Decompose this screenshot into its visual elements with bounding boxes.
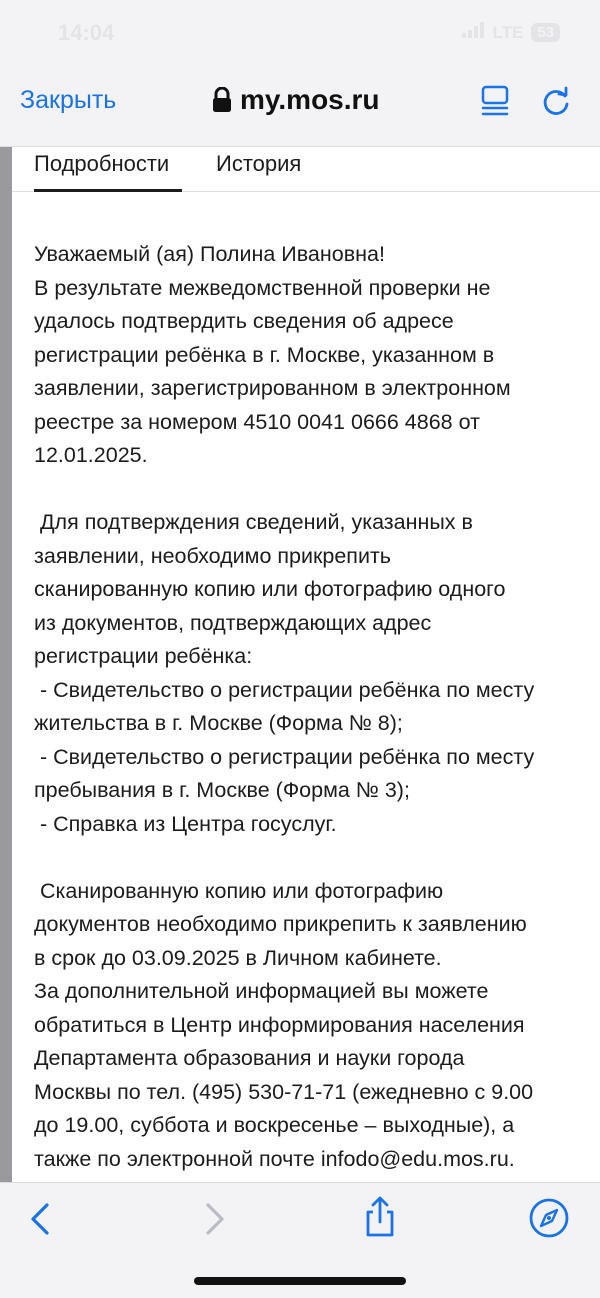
message-line: регистрации ребёнка: bbox=[34, 644, 253, 668]
compass-icon[interactable] bbox=[528, 1197, 568, 1237]
message-line: Сканированную копию или фотографию bbox=[34, 878, 444, 903]
message-line: Уважаемый (ая) Полина Ивановна! bbox=[34, 242, 385, 266]
message-line: жительства в г. Москве (Форма № 8); bbox=[34, 711, 403, 735]
address-bar[interactable] bbox=[212, 84, 380, 116]
tab-history[interactable]: История bbox=[216, 151, 302, 176]
tab-details[interactable]: Подробности bbox=[34, 151, 170, 176]
reload-icon[interactable] bbox=[538, 84, 574, 120]
message-line: Для подтверждения сведений, указанных в bbox=[34, 510, 473, 534]
message-line: заявлении, необходимо прикрепить bbox=[34, 543, 392, 568]
message-line: сканированную копию или фотографию одного bbox=[34, 577, 506, 601]
message-line: Москвы по тел. (495) 530-71-71 (ежедневно с 9.00 bbox=[34, 1079, 534, 1104]
message-line: - Свидетельство о регистрации ребёнка по месту bbox=[34, 744, 535, 769]
message-line: до 19.00, суббота и воскресенье – выходные), а bbox=[34, 1113, 515, 1137]
status-time: 14:04 bbox=[58, 20, 115, 45]
message-line: - Справка из Центра госуслуг. bbox=[34, 811, 337, 836]
home-indicator bbox=[194, 1277, 406, 1285]
close-button[interactable]: Закрыть bbox=[20, 86, 117, 114]
message-line: документов необходимо прикрепить к заявлению bbox=[34, 912, 527, 936]
forward-icon[interactable] bbox=[194, 1199, 234, 1239]
url-text: my.mos.ru bbox=[240, 84, 380, 115]
message-paragraph bbox=[34, 238, 594, 473]
tab-bar bbox=[12, 147, 600, 192]
message-line: Департамента образования и науки города bbox=[34, 1046, 465, 1070]
message-line: заявлении, зарегистрированном в электронном bbox=[34, 376, 511, 400]
message-line: пребывания в г. Москве (Форма № 3); bbox=[34, 778, 410, 802]
status-indicators bbox=[462, 22, 560, 43]
message-line: реестре за номером 4510 0041 0666 4868 от bbox=[34, 409, 480, 434]
message-line: - Свидетельство о регистрации ребёнка по месту bbox=[34, 677, 535, 702]
browser-toolbar bbox=[0, 66, 600, 147]
status-bar bbox=[0, 0, 600, 66]
lock-icon bbox=[212, 87, 232, 113]
message-line: 12.01.2025. bbox=[34, 443, 148, 467]
share-icon[interactable] bbox=[360, 1195, 400, 1235]
message-line: удалось подтвердить сведения об адресе bbox=[34, 309, 454, 333]
message-line: обратиться в Центр информирования населения bbox=[34, 1012, 525, 1037]
message-paragraph bbox=[34, 875, 594, 1177]
message-paragraph bbox=[34, 506, 594, 841]
message-body bbox=[34, 238, 594, 1210]
message-line: За дополнительной информацией вы можете bbox=[34, 979, 489, 1003]
network-label: LTE bbox=[492, 22, 524, 42]
battery-level: 53 bbox=[537, 24, 554, 41]
signal-icon bbox=[462, 22, 484, 43]
message-line: из документов, подтверждающих адрес bbox=[34, 610, 432, 635]
back-icon[interactable] bbox=[22, 1199, 62, 1239]
message-line: регистрации ребёнка в г. Москве, указанном в bbox=[34, 342, 495, 367]
message-line: в срок до 03.09.2025 в Личном кабинете. bbox=[34, 945, 442, 970]
reader-icon[interactable] bbox=[478, 84, 512, 118]
message-line: В результате межведомственной проверки не bbox=[34, 275, 491, 300]
active-tab-indicator bbox=[34, 189, 182, 192]
battery-icon bbox=[531, 23, 560, 42]
message-line: также по электронной почте infodo@edu.mos.ru. bbox=[34, 1146, 515, 1171]
sheet-edge bbox=[0, 147, 12, 1182]
